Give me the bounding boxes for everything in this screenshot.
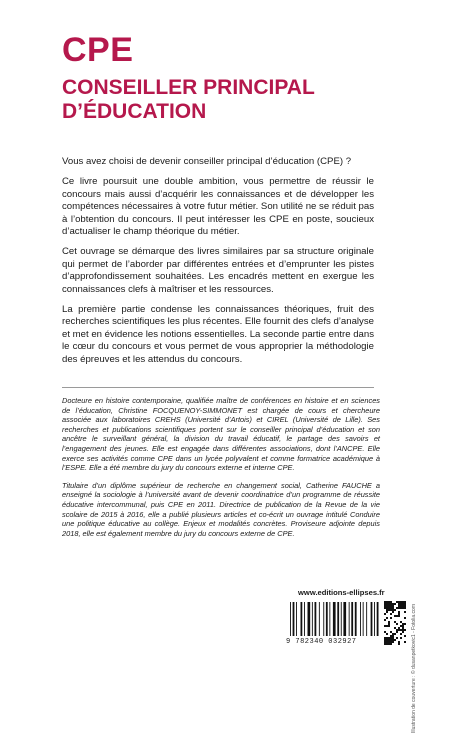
qr-cell [400,637,402,639]
qr-cell [404,623,406,625]
qr-cell [386,603,388,605]
qr-cell [400,629,402,631]
qr-cell [384,603,386,605]
qr-cell [394,627,396,629]
qr-cell [404,629,406,631]
qr-cell [386,643,388,645]
qr-cell [402,623,404,625]
barcode-bar [308,602,311,636]
qr-cell [402,605,404,607]
isbn-number: 9 782340 032927 [286,638,357,646]
qr-cell [386,601,388,603]
qr-cell [386,641,388,643]
barcode-bar [329,602,330,636]
barcode-bar [377,602,379,636]
barcode-bar [304,602,305,636]
qr-cell [388,639,390,641]
publisher-website: www.editions-ellipses.fr [298,588,385,597]
qr-cell [394,615,396,617]
qr-cell [400,621,402,623]
qr-cell [384,637,386,639]
qr-cell [392,637,394,639]
qr-cell [392,603,394,605]
qr-cell [392,609,394,611]
qr-cell [400,633,402,635]
qr-cell [392,605,394,607]
qr-cell [386,607,388,609]
qr-cell [398,629,400,631]
barcode-bar [301,602,303,636]
qr-cell [384,639,386,641]
qr-cell [392,611,394,613]
qr-cell [384,607,386,609]
barcode-bar [371,602,373,636]
barcode-bar [323,602,324,636]
qr-cell [402,627,404,629]
qr-cell [388,605,390,607]
qr-cell [390,641,392,643]
qr-cell [398,603,400,605]
author-bio-2: Titulaire d’un diplôme supérieur de recherche en changement social, Catherine FAUCHE a enseigné la sociologie à l’université avant de devenir coordinatrice d’un programme de réussite éducative intercommunal, puis CPE en 2011. Directrice de publication de la Revue de la vie scolaire de 2015 à 2016, elle a publié plusieurs articles et co-écrit un ouvrage intitulé Conduire une politique éducative au collège. Enjeux et modalités concrètes. Proviseure adjointe depuis 2018, elle est également membre du jury du concours externe de CPE. [62,480,380,538]
qr-cell [388,609,390,611]
qr-cell [396,637,398,639]
barcode-bar [326,602,328,636]
section-divider [62,387,374,388]
qr-cell [384,605,386,607]
qr-cell [404,605,406,607]
summary-paragraph-4: La première partie condense les connaissances théoriques, fruit des recherches scientifiques les plus récentes. Elle fournit des clefs d’analyse et met en évidence les notions essentielles. La seconde partie entre dans le cœur du concours et vous permet de vous approprier la méthodologie des épreuves et les attendus du concours. [62,304,374,365]
qr-cell [386,625,388,627]
author-bio-1: Docteure en histoire contemporaine, qualifiée maître de conférences en histoire et en sciences de l’éducation, Christine FOCQUENOY-SIMMONET est chargée de cours et chercheure associée aux laboratoires CREHS (Université d’Artois) et CIREL (Université de Lille). Ses recherches et publications scientifiques portent sur le conseiller principal d’éducation et son ancêtre le surveillant général, la division du travail éducatif, le partage des savoirs et l’engagement des jeunes. Elle est engagée dans différentes associations, dont l’ANCPE. Elle exerce ses activités comme CPE dans un lycée polyvalent et comme formatrice académique à l’ESPE. Elle a été membre du jury du concours externe et interne CPE. [62,396,380,473]
qr-cell [390,609,392,611]
qr-cell [404,617,406,619]
barcode-bar [296,602,297,636]
qr-cell [398,605,400,607]
qr-cell [396,601,398,603]
qr-cell [396,623,398,625]
barcode-bar [290,602,291,636]
qr-cell [386,637,388,639]
barcode-bar [343,602,346,636]
qr-cell [386,611,388,613]
qr-cell [398,613,400,615]
qr-cell [384,619,386,621]
qr-cell [396,607,398,609]
qr-cell [390,617,392,619]
qr-cell [388,607,390,609]
qr-cell [404,635,406,637]
qr-cell [404,603,406,605]
qr-cell [400,625,402,627]
barcode-bar [351,602,353,636]
qr-cell [398,641,400,643]
cover-credit-text: Illustration de couverture : © dusanpetkovic1 - Fotolia.com [411,604,417,733]
qr-cell [392,607,394,609]
qr-cell [384,625,386,627]
qr-cell [386,609,388,611]
qr-cell [398,615,400,617]
summary-paragraph-1: Vous avez choisi de devenir conseiller principal d’éducation (CPE) ? [62,156,352,167]
qr-cell [398,607,400,609]
qr-cell [394,609,396,611]
barcode-bar [293,602,295,636]
qr-cell [392,639,394,641]
qr-cell [390,639,392,641]
qr-cell [390,635,392,637]
qr-cell [394,621,396,623]
qr-cell [400,603,402,605]
barcode-bar [319,602,320,636]
qr-cell [384,613,386,615]
qr-cell [392,633,394,635]
qr-cell [386,639,388,641]
barcode-bar [363,602,364,636]
qr-cell [404,601,406,603]
qr-cell [390,631,392,633]
qr-cell [384,641,386,643]
barcode-bar [337,602,339,636]
qr-code [384,601,406,645]
qr-cell [402,629,404,631]
barcode-bar [333,602,336,636]
barcode-bar [366,602,367,636]
qr-cell [394,639,396,641]
qr-cell [400,605,402,607]
book-summary [62,156,374,374]
qr-cell [386,605,388,607]
qr-cell [402,601,404,603]
qr-cell [402,603,404,605]
qr-cell [404,611,406,613]
author-bios [62,396,380,546]
qr-cell [396,629,398,631]
barcode-bar [349,602,350,636]
qr-cell [384,643,386,645]
qr-cell [390,601,392,603]
barcode-bar [355,602,357,636]
qr-cell [390,603,392,605]
qr-cell [388,601,390,603]
summary-paragraph-2: Ce livre poursuit une double ambition, vous permettre de réussir le concours mais aussi d’acquérir les connaissances et de développer les compétences nécessaires à votre futur métier. Son utilité ne se réduit pas à l’obtention du concours. Il peut intéresser les CPE en poste, soucieux d’actualiser le champ théorique du métier. [62,176,374,238]
qr-cell [402,607,404,609]
qr-cell [404,641,406,643]
qr-cell [388,621,390,623]
qr-cell [390,613,392,615]
qr-cell [396,631,398,633]
qr-cell [400,607,402,609]
qr-cell [398,611,400,613]
qr-cell [384,631,386,633]
qr-cell [388,625,390,627]
qr-cell [390,637,392,639]
qr-cell [390,607,392,609]
qr-cell [388,641,390,643]
qr-cell [398,643,400,645]
book-subtitle: CONSEILLER PRINCIPAL D’ÉDUCATION [62,76,315,123]
qr-cell [398,627,400,629]
qr-cell [388,603,390,605]
qr-cell [398,601,400,603]
qr-cell [388,623,390,625]
cover-credit [411,604,425,733]
qr-cell [386,633,388,635]
qr-cell [396,615,398,617]
barcode-bar [360,602,361,636]
qr-cell [388,643,390,645]
barcode-bar [312,602,313,636]
qr-cell [384,601,386,603]
book-title: CPE [62,31,134,69]
barcode-bar [315,602,317,636]
qr-cell [394,603,396,605]
barcode-bar [374,602,375,636]
qr-cell [388,637,390,639]
qr-cell [394,633,396,635]
qr-cell [402,631,404,633]
qr-cell [390,605,392,607]
qr-cell [400,601,402,603]
barcode-bar [341,602,342,636]
summary-paragraph-3: Cet ouvrage se démarque des livres similaires par sa structure originale qui permet de l’aborder par différentes entrées et d’emprunter les pistes d’approfondissement souhaitées. Les encadrés mettent en exergue les connaissances clefs à maîtriser et les ressources. [62,246,374,295]
qr-cell [390,643,392,645]
qr-cell [402,625,404,627]
qr-cell [386,617,388,619]
qr-cell [404,607,406,609]
qr-cell [392,641,394,643]
qr-cell [392,635,394,637]
